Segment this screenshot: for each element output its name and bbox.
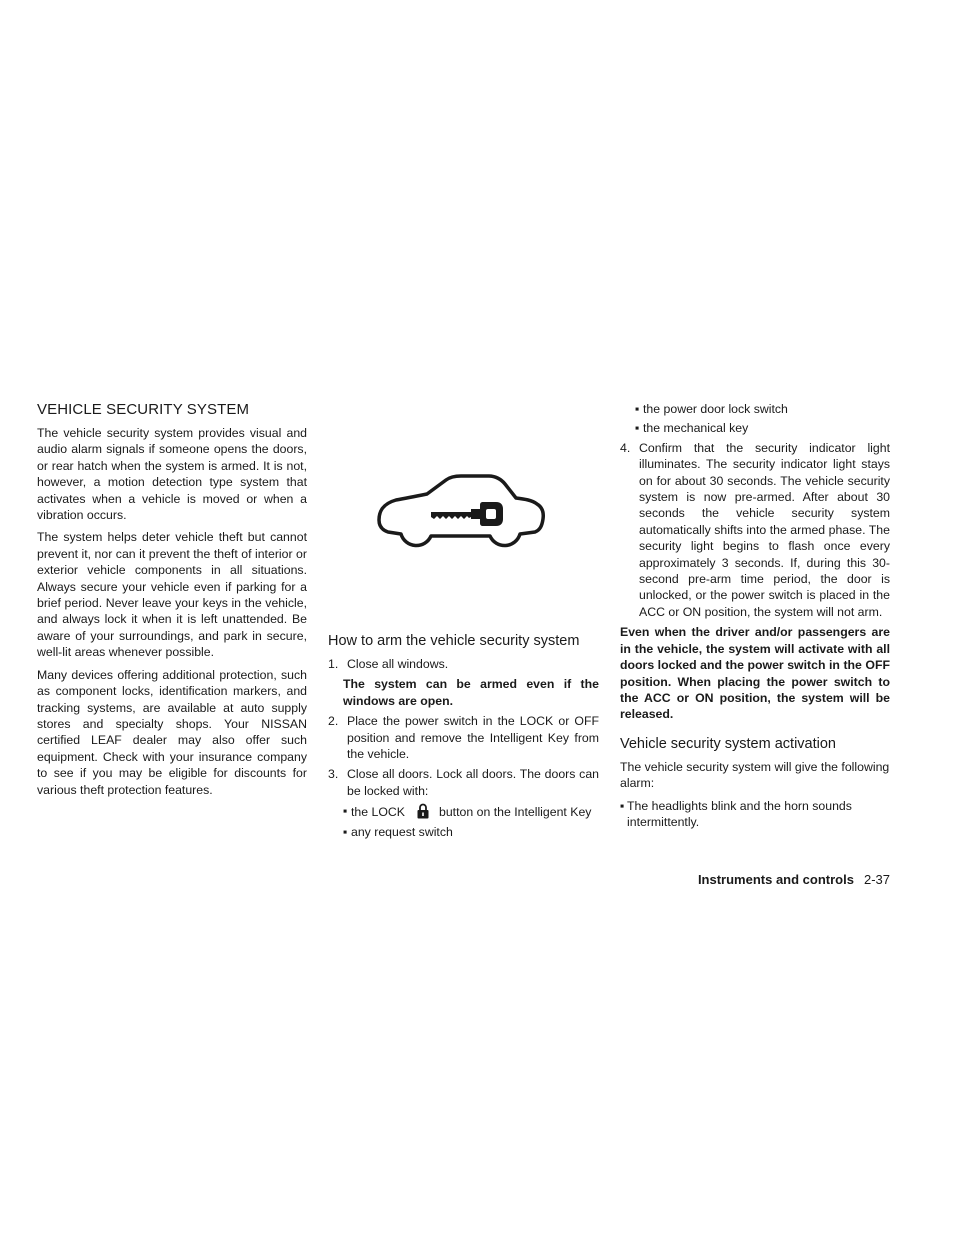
page-number: 2-37: [863, 872, 890, 887]
bullet-mechanical-key: [635, 420, 890, 436]
bullet-marker: ▪: [635, 421, 640, 436]
bullet-power-door-lock: [635, 401, 890, 417]
bullet-request-switch: [343, 824, 599, 840]
bullet-text: the LOCK: [351, 805, 405, 820]
page-footer: [620, 872, 890, 887]
step-3: [328, 766, 599, 799]
bullet-marker: ▪: [635, 402, 640, 416]
footer-section-name: Instruments and controls: [697, 872, 854, 887]
bullet-text: any request switch: [351, 824, 453, 839]
activation-heading: Vehicle security system activation: [620, 735, 836, 752]
step-text: Close all windows.: [347, 657, 449, 671]
bullet-text: the power door lock switch: [643, 402, 788, 416]
bullet-text: button on the Intelligent Key: [439, 805, 592, 820]
bullet-marker: ▪: [343, 804, 348, 819]
windows-note: The system can be armed even if the windows are open.: [343, 677, 599, 708]
step-4: [620, 440, 890, 620]
right-column: [620, 401, 890, 833]
step-number: 3.: [328, 767, 339, 782]
bullet-headlights: [620, 798, 890, 831]
bullet-marker: ▪: [343, 824, 348, 839]
step-2: [328, 713, 599, 762]
left-column: [37, 401, 307, 804]
bullet-lock-button: [343, 803, 599, 820]
warning-paragraph: Even when the driver and/or passengers are in the vehicle, the system will activate with all doors locked and the power switch in the OFF position. When placing the power switch to the ACC or ON position, the system will be released.: [620, 625, 890, 722]
padlock-icon: [417, 803, 429, 819]
paragraph-deter: The system helps deter vehicle theft but cannot prevent it, nor can it prevent the theft of interior or exterior vehicle components in all situations. Always secure your vehicle even if parking for a brief period. Never leave your keys in the vehicle, and always lock it when it is left unattended. Be aware of your surroundings, and park in secure, well-lit areas whenever possible.: [37, 530, 307, 660]
step-number: 1.: [328, 657, 339, 671]
step-text: Place the power switch in the LOCK or OFF position and remove the Intelligent Key from the vehicle.: [347, 714, 599, 762]
step-number: 4.: [620, 440, 631, 455]
paragraph-devices: Many devices offering additional protection, such as component locks, identification markers, and tracking systems, are available at auto supply stores and specialty shops. Your NISSAN certified LEAF dealer may also offer such equipment. Check with your insurance company to see if you may be eligible for discounts for various theft protection features.: [37, 667, 307, 797]
step-text: Confirm that the security indicator light illuminates. The security indicator light stays on for about 30 seconds. The vehicle security system is now pre-armed. After about 30 seconds the vehicle security system automatically shifts into the armed phase. The security light begins to flash once every approximately 3 seconds. If, during this 30-second pre-arm time period, the door is unlocked, or the power switch is placed in the ACC or ON position, the system will not arm.: [639, 440, 890, 619]
middle-column: [328, 632, 599, 843]
paragraph-intro: The vehicle security system provides visual and audio alarm signals if someone opens the doors, or rear hatch when the system is armed. It is not, however, a motion detection type system that activates when a vehicle is moved or when a vibration occurs.: [37, 426, 307, 523]
activation-paragraph: The vehicle security system will give the following alarm:: [620, 759, 890, 791]
section-title: VEHICLE SECURITY SYSTEM: [37, 401, 250, 418]
bullet-text: The headlights blink and the horn sounds intermittently.: [627, 798, 852, 829]
arm-heading: How to arm the vehicle security system: [328, 633, 580, 649]
bullet-marker: ▪: [620, 798, 625, 813]
car-with-key-icon: [377, 474, 545, 552]
bullet-text: the mechanical key: [643, 421, 749, 436]
step-1: [328, 656, 599, 672]
step-text: Close all doors. Lock all doors. The doors can be locked with:: [347, 767, 599, 798]
step-number: 2.: [328, 714, 339, 729]
